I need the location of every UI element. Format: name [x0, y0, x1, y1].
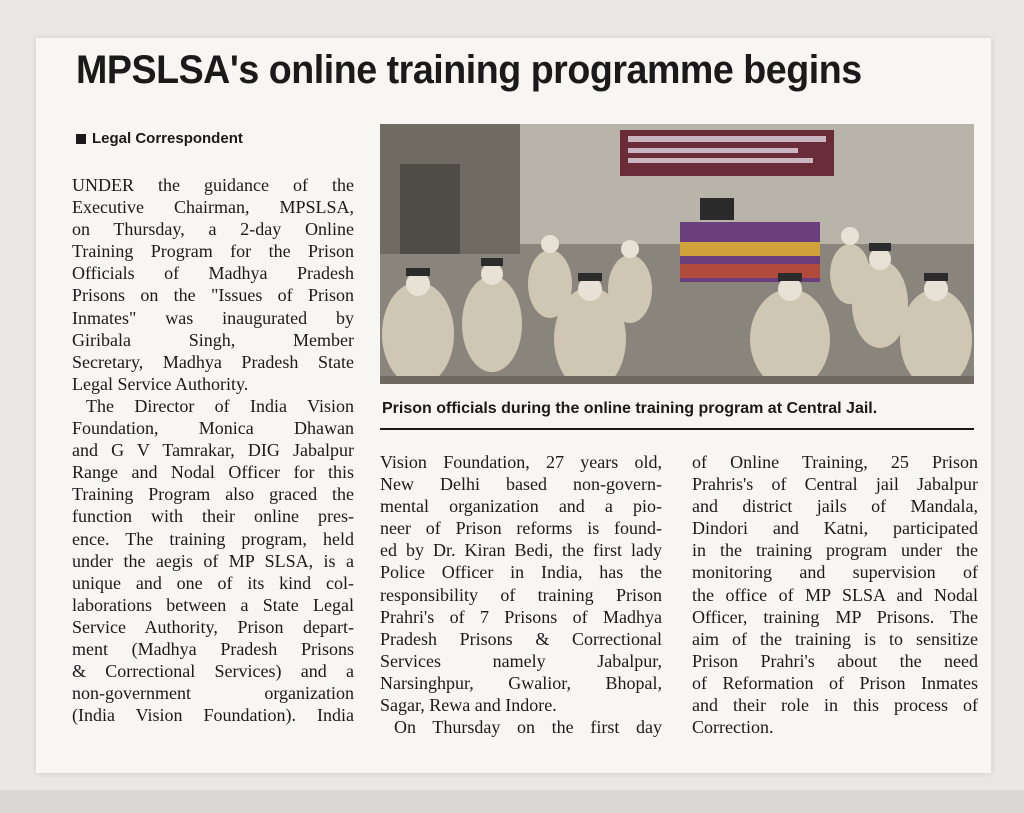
body-text-line: Officer, training MP Prisons. The	[692, 606, 978, 627]
body-column-1	[72, 174, 354, 726]
body-text-line: Correction.	[692, 717, 774, 738]
body-column-2	[380, 451, 662, 738]
body-text-line: UNDER the guidance of the	[72, 175, 354, 195]
body-text-line: monitoring and supervision of	[692, 562, 978, 583]
body-text-line: Prahris's of Central jail Jabalpur	[692, 474, 978, 495]
body-text-line: Legal Service Authority.	[72, 373, 249, 394]
body-text-line: mental organization and a pio-	[380, 496, 662, 517]
body-text-line: Dindori and Katni, participated	[692, 518, 978, 539]
body-text-line: & Correctional Services) and a	[72, 661, 354, 682]
body-text-line: Officials of Madhya Pradesh	[72, 263, 354, 284]
body-text-line: Prahri's of 7 Prisons of Madhya	[380, 606, 662, 627]
square-bullet-icon	[76, 134, 86, 144]
byline-text: Legal Correspondent	[92, 130, 243, 147]
body-text-line: laborations between a State Legal	[72, 594, 354, 615]
body-text-line: Giribala Singh, Member	[72, 329, 354, 350]
body-text-line: unique and one of its kind col-	[72, 572, 354, 593]
body-text-line: non-government organization	[72, 683, 354, 704]
body-text-line: Foundation, Monica Dhawan	[72, 418, 354, 439]
body-text-line: Pradesh Prisons & Correctional	[380, 628, 662, 649]
body-text-line: On Thursday on the first day	[394, 717, 662, 738]
body-text-line: Service Authority, Prison depart-	[72, 616, 354, 637]
body-text-line: New Delhi based non-govern-	[380, 474, 662, 495]
body-text-line: on Thursday, a 2-day Online	[72, 219, 354, 240]
body-text-line: of Reformation of Prison Inmates	[692, 672, 978, 693]
body-text-line: function with their online pres-	[72, 506, 354, 527]
body-text-line: Executive Chairman, MPSLSA,	[72, 197, 354, 218]
body-text-line: neer of Prison reforms is found-	[380, 518, 662, 539]
body-text-line: Secretary, Madhya Pradesh State	[72, 351, 354, 372]
byline	[76, 130, 243, 147]
headline: MPSLSA's online training programme begins	[76, 48, 862, 92]
body-text-line: and G V Tamrakar, DIG Jabalpur	[72, 440, 354, 461]
body-text-line: Vision Foundation, 27 years old,	[380, 452, 662, 472]
body-text-line: Sagar, Rewa and Indore.	[380, 695, 557, 716]
body-text-line: Range and Nodal Officer for this	[72, 462, 354, 483]
body-text-line: and their role in this process of	[692, 695, 978, 716]
body-text-line: Narsinghpur, Gwalior, Bhopal,	[380, 672, 662, 693]
body-text-line: ed by Dr. Kiran Bedi, the first lady	[380, 540, 662, 561]
body-text-line: ment (Madhya Pradesh Prisons	[72, 638, 354, 659]
body-text-line: Prisons on the "Issues of Prison	[72, 285, 354, 306]
photo-illustration	[380, 124, 974, 384]
body-text-line: responsibility of training Prison	[380, 584, 662, 605]
body-text-line: and district jails of Mandala,	[692, 496, 978, 517]
body-text-line: Police Officer in India, has the	[380, 562, 662, 583]
body-text-line: ence. The training program, held	[72, 528, 354, 549]
caption-rule	[380, 428, 974, 430]
body-text-line: Training Program also graced the	[72, 484, 354, 505]
body-text-line: in the training program under the	[692, 540, 978, 561]
background-edge	[0, 790, 1024, 813]
body-text-line: Inmates" was inaugurated by	[72, 307, 354, 328]
body-text-line: under the aegis of MP SLSA, is a	[72, 550, 354, 571]
news-photo	[380, 124, 974, 384]
body-text-line: (India Vision Foundation). India	[72, 705, 354, 726]
body-text-line: the office of MP SLSA and Nodal	[692, 584, 978, 605]
body-text-line: Services namely Jabalpur,	[380, 650, 662, 671]
body-text-line: of Online Training, 25 Prison	[692, 452, 978, 472]
body-column-3	[692, 451, 978, 738]
body-text-line: Training Program for the Prison	[72, 241, 354, 262]
photo-caption: Prison officials during the online training program at Central Jail.	[382, 400, 878, 417]
body-text-line: Prison Prahri's about the need	[692, 650, 978, 671]
body-text-line: The Director of India Vision	[86, 395, 354, 416]
body-text-line: aim of the training is to sensitize	[692, 628, 978, 649]
